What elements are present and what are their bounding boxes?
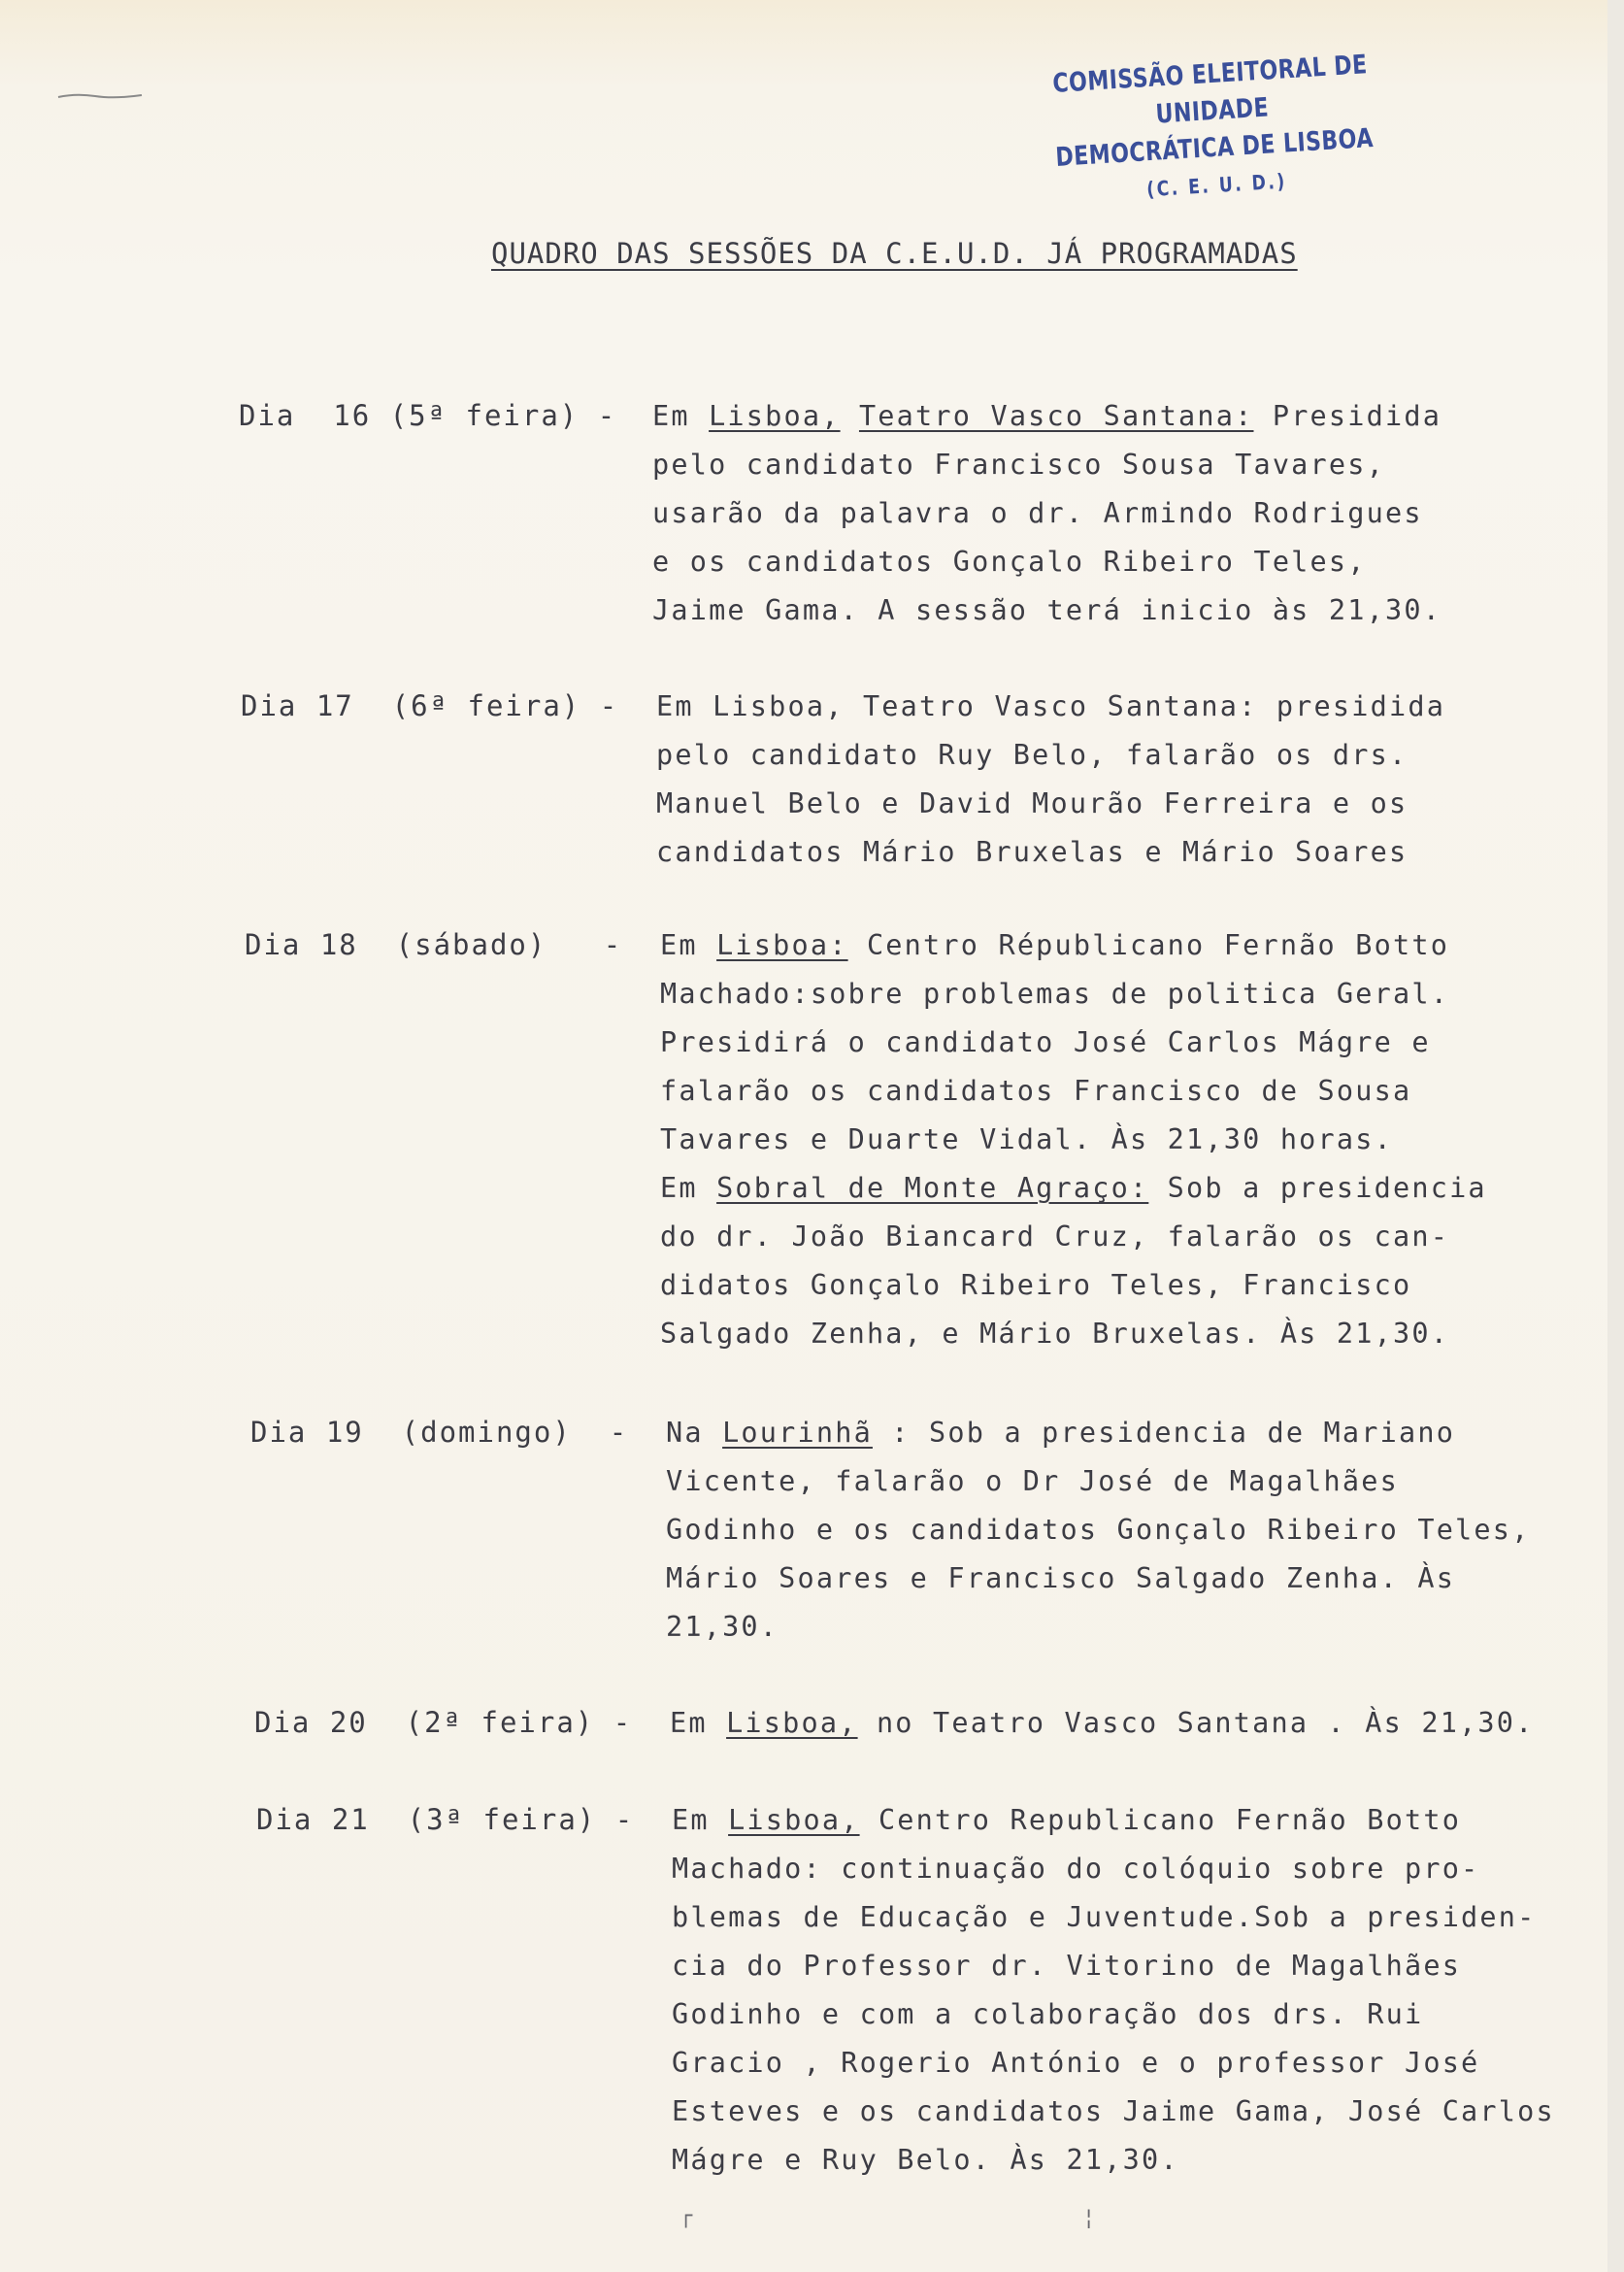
text-segment: Em Lisboa, Teatro Vasco Santana: presidida bbox=[656, 690, 1446, 722]
description-line bbox=[660, 970, 1602, 1019]
scan-speck: ┌ bbox=[679, 2204, 693, 2228]
description-line bbox=[652, 489, 1594, 538]
text-segment: do dr. João Biancard Cruz, falarão os can- bbox=[660, 1220, 1450, 1253]
description-line bbox=[672, 2136, 1613, 2185]
text-segment: Em bbox=[660, 929, 717, 961]
description-line bbox=[652, 441, 1594, 489]
text-segment: Godinho e com a colaboração dos drs. Rui bbox=[672, 1998, 1424, 2030]
description-line bbox=[652, 392, 1594, 441]
underlined-place: Lisboa, bbox=[726, 1707, 858, 1739]
description-line bbox=[660, 1213, 1602, 1261]
description-line bbox=[656, 731, 1598, 780]
text-segment: no Teatro Vasco Santana . Às 21,30. bbox=[857, 1707, 1535, 1739]
description-line bbox=[666, 1506, 1607, 1554]
description-line bbox=[666, 1409, 1607, 1457]
session-description bbox=[666, 1409, 1607, 1652]
text-segment: Vicente, falarão o Dr José de Magalhães bbox=[666, 1465, 1399, 1497]
session-description bbox=[660, 921, 1602, 1358]
text-segment: Godinho e os candidatos Gonçalo Ribeiro Teles, bbox=[666, 1514, 1531, 1546]
description-line bbox=[660, 1310, 1602, 1358]
description-line bbox=[656, 828, 1598, 877]
description-line bbox=[672, 1845, 1613, 1893]
text-segment: Tavares e Duarte Vidal. Às 21,30 horas. bbox=[660, 1123, 1393, 1155]
text-segment bbox=[841, 400, 859, 432]
text-segment: Em bbox=[670, 1707, 727, 1739]
text-segment: Mário Soares e Francisco Salgado Zenha. Às bbox=[666, 1562, 1456, 1594]
text-segment: Gracio , Rogerio António e o professor José bbox=[672, 2047, 1480, 2079]
underlined-place: Teatro Vasco Santana: bbox=[858, 400, 1254, 432]
scan-speck: ¦ bbox=[1082, 2206, 1096, 2230]
text-segment: pelo candidato Ruy Belo, falarão os drs. bbox=[656, 739, 1409, 771]
session-day: Dia 16 (5ª feira) - bbox=[239, 399, 617, 432]
text-segment: Machado: continuação do colóquio sobre pro- bbox=[672, 1853, 1480, 1885]
underlined-place: Lisboa, bbox=[709, 400, 841, 432]
description-line bbox=[652, 538, 1594, 586]
description-line bbox=[666, 1554, 1607, 1603]
text-segment: Jaime Gama. A sessão terá inicio às 21,30. bbox=[652, 594, 1442, 626]
description-line bbox=[672, 1796, 1613, 1845]
pencil-mark bbox=[56, 89, 144, 103]
description-line bbox=[660, 1116, 1602, 1164]
description-line bbox=[670, 1699, 1611, 1748]
description-line bbox=[656, 780, 1598, 828]
session-day: Dia 17 (6ª feira) - bbox=[241, 689, 619, 722]
stamp-line-1: COMISSÃO ELEITORAL DE UNIDADE bbox=[1051, 50, 1369, 130]
text-segment: Em bbox=[652, 400, 710, 432]
text-segment: Presidida bbox=[1253, 400, 1442, 432]
description-line bbox=[660, 1019, 1602, 1067]
text-segment: pelo candidato Francisco Sousa Tavares, bbox=[652, 449, 1385, 481]
text-segment: Esteves e os candidatos Jaime Gama, José Carlos bbox=[672, 2095, 1555, 2127]
document-title: QUADRO DAS SESSÕES DA C.E.U.D. JÁ PROGRAMADAS bbox=[491, 237, 1298, 270]
underlined-place: Lisboa, bbox=[728, 1804, 860, 1836]
description-line bbox=[660, 921, 1602, 970]
session-description bbox=[652, 392, 1594, 635]
underlined-place: Lourinhã bbox=[722, 1417, 873, 1449]
underlined-place: Sobral de Monte Agraço: bbox=[716, 1172, 1149, 1204]
text-segment: Na bbox=[666, 1417, 723, 1449]
description-line bbox=[672, 2039, 1613, 2088]
text-segment: didatos Gonçalo Ribeiro Teles, Francisco bbox=[660, 1269, 1412, 1301]
description-line bbox=[672, 1990, 1613, 2039]
text-segment: : Sob a presidencia de Mariano bbox=[872, 1417, 1456, 1449]
session-description bbox=[672, 1796, 1613, 2185]
session-description bbox=[656, 683, 1598, 877]
session-description bbox=[670, 1699, 1611, 1748]
institution-stamp bbox=[1006, 44, 1421, 216]
text-segment: Sob a presidencia bbox=[1148, 1172, 1487, 1204]
text-segment: Mágre e Ruy Belo. Às 21,30. bbox=[672, 2144, 1179, 2176]
text-segment: Em bbox=[660, 1172, 717, 1204]
description-line bbox=[652, 586, 1594, 635]
description-line bbox=[672, 1942, 1613, 1990]
text-segment: Machado:sobre problemas de politica Geral. bbox=[660, 978, 1450, 1010]
description-line bbox=[656, 683, 1598, 731]
text-segment: e os candidatos Gonçalo Ribeiro Teles, bbox=[652, 546, 1367, 578]
text-segment: Salgado Zenha, e Mário Bruxelas. Às 21,30. bbox=[660, 1318, 1450, 1350]
text-segment: blemas de Educação e Juventude.Sob a presiden- bbox=[672, 1901, 1537, 1933]
text-segment: usarão da palavra o dr. Armindo Rodrigues bbox=[652, 497, 1423, 529]
text-segment: Centro Republicano Fernão Botto bbox=[859, 1804, 1462, 1836]
text-segment: candidatos Mário Bruxelas e Mário Soares bbox=[656, 836, 1409, 868]
text-segment: 21,30. bbox=[666, 1611, 779, 1643]
description-line bbox=[666, 1457, 1607, 1506]
text-segment: Presidirá o candidato José Carlos Mágre e bbox=[660, 1026, 1431, 1058]
description-line bbox=[666, 1603, 1607, 1652]
session-day: Dia 18 (sábado) - bbox=[245, 928, 623, 961]
description-line bbox=[660, 1067, 1602, 1116]
description-line bbox=[660, 1261, 1602, 1310]
stamp-abbreviation: (C. E. U. D.) bbox=[1145, 169, 1288, 202]
description-line bbox=[672, 1893, 1613, 1942]
session-day: Dia 21 (3ª feira) - bbox=[256, 1803, 635, 1836]
session-day: Dia 19 (domingo) - bbox=[250, 1416, 629, 1449]
stamp-line-2: DEMOCRÁTICA DE LISBOA bbox=[1054, 122, 1375, 173]
text-segment: falarão os candidatos Francisco de Sousa bbox=[660, 1075, 1412, 1107]
text-segment: Centro Républicano Fernão Botto bbox=[847, 929, 1450, 961]
text-segment: Manuel Belo e David Mourão Ferreira e os bbox=[656, 787, 1409, 819]
session-day: Dia 20 (2ª feira) - bbox=[254, 1706, 633, 1739]
text-segment: cia do Professor dr. Vitorino de Magalhães bbox=[672, 1950, 1462, 1982]
underlined-place: Lisboa: bbox=[716, 929, 848, 961]
description-line bbox=[660, 1164, 1602, 1213]
description-line bbox=[672, 2088, 1613, 2136]
text-segment: Em bbox=[672, 1804, 729, 1836]
